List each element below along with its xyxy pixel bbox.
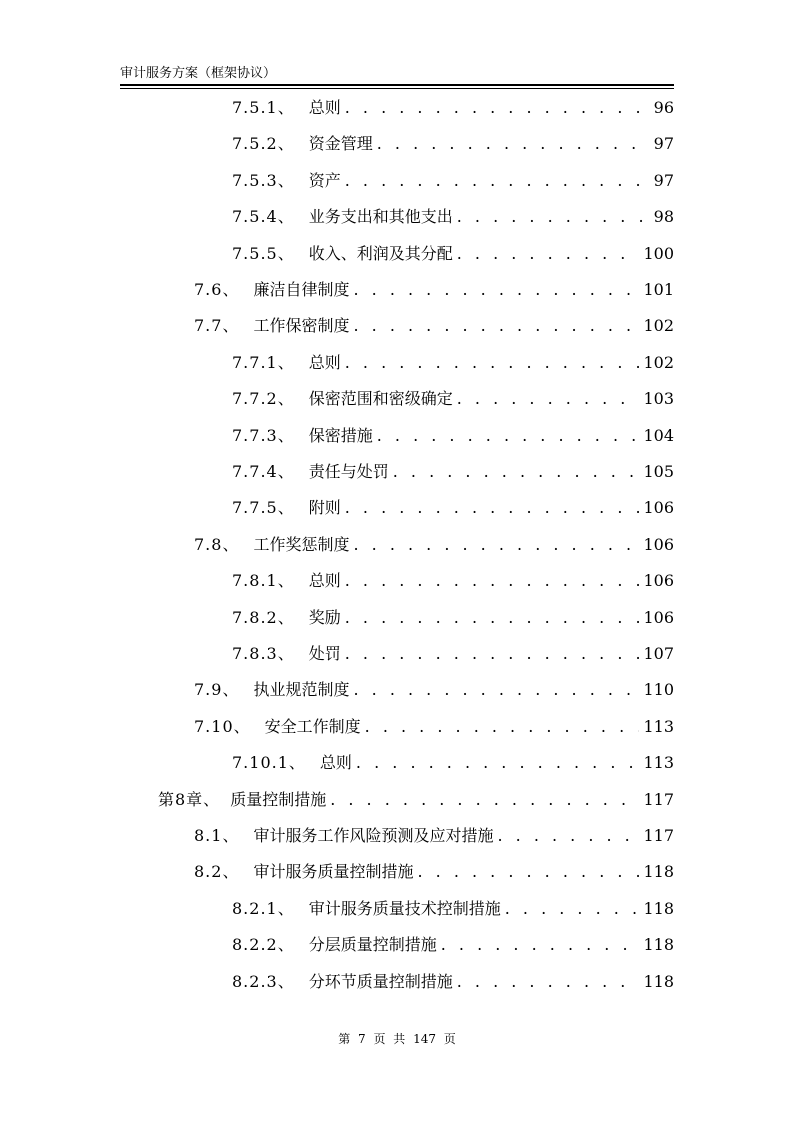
toc-entry-number: 7.8.1、	[232, 571, 295, 590]
toc-entry[interactable]	[232, 241, 674, 267]
toc-entry-title: 总则	[308, 98, 341, 117]
toc-entry-number: 7.7.5、	[232, 498, 295, 517]
toc-entry-number: 8.2.2、	[232, 935, 295, 954]
toc-entry-number: 7.9、	[194, 680, 240, 699]
toc-entry[interactable]	[232, 95, 674, 121]
toc-entry[interactable]	[232, 896, 674, 922]
toc-entry-number: 7.8、	[194, 535, 240, 554]
toc-entry-page: 104	[643, 426, 674, 445]
page-footer: 第 7 页 共 147 页	[338, 1032, 456, 1046]
toc-entry[interactable]	[232, 495, 674, 521]
toc-entry[interactable]	[232, 969, 674, 995]
toc-entry-number: 8.2、	[194, 862, 240, 881]
toc-entry-title: 安全工作制度	[264, 717, 361, 736]
toc-entry-page: 103	[643, 389, 674, 408]
toc-dot-leader	[377, 131, 644, 157]
toc-entry[interactable]	[158, 787, 674, 813]
toc-entry-page: 106	[643, 571, 674, 590]
header-rule	[120, 84, 674, 86]
toc-entry-page: 110	[643, 680, 674, 699]
toc-entry-title: 廉洁自律制度	[253, 280, 350, 299]
toc-entry-title: 资金管理	[308, 134, 373, 153]
toc-dot-leader	[353, 532, 639, 558]
toc-entry-number: 7.5.1、	[232, 98, 295, 117]
toc-entry-page: 113	[643, 717, 674, 736]
toc-entry-number: 7.5.2、	[232, 134, 295, 153]
toc-entry[interactable]	[232, 204, 674, 230]
toc-dot-leader	[345, 495, 640, 521]
toc-entry-title: 执业规范制度	[253, 680, 350, 699]
toc-entry-page: 117	[643, 790, 674, 809]
toc-entry-number: 7.6、	[194, 280, 240, 299]
toc-entry[interactable]	[194, 859, 674, 885]
toc-entry-page: 97	[653, 171, 674, 190]
toc-entry-title: 总则	[308, 353, 341, 372]
toc-entry-page: 118	[643, 899, 674, 918]
toc-entry-title: 总则	[319, 753, 352, 772]
toc-entry-page: 105	[643, 462, 674, 481]
toc-entry[interactable]	[232, 605, 674, 631]
toc-entry[interactable]	[194, 823, 674, 849]
toc-dot-leader	[345, 568, 640, 594]
header-rule-thin	[120, 88, 674, 89]
toc-entry-title: 工作保密制度	[253, 316, 350, 335]
toc-entry[interactable]	[232, 131, 674, 157]
toc-entry-number: 8.2.1、	[232, 899, 295, 918]
toc-dot-leader	[505, 896, 640, 922]
toc-entry-number: 7.7.3、	[232, 426, 295, 445]
toc-entry-title: 质量控制措施	[230, 790, 327, 809]
toc-dot-leader	[457, 204, 644, 230]
toc-dot-leader	[356, 750, 640, 776]
toc-entry-number: 7.5.5、	[232, 244, 295, 263]
toc-dot-leader	[457, 241, 640, 267]
toc-entry[interactable]	[232, 568, 674, 594]
toc-entry-number: 7.10、	[194, 717, 251, 736]
toc-entry-number: 第8章、	[158, 790, 221, 809]
toc-entry[interactable]	[194, 532, 674, 558]
toc-entry-title: 资产	[308, 171, 341, 190]
toc-dot-leader	[441, 932, 640, 958]
toc-dot-leader	[353, 677, 639, 703]
toc-entry-page: 96	[653, 98, 674, 117]
toc-entry-title: 总则	[308, 571, 341, 590]
toc-dot-leader	[345, 350, 640, 376]
toc-entry-number: 7.8.3、	[232, 644, 295, 663]
toc-entry-number: 7.7、	[194, 316, 240, 335]
toc-dot-leader	[330, 787, 639, 813]
toc-dot-leader	[457, 969, 640, 995]
toc-dot-leader	[417, 859, 639, 885]
toc-entry[interactable]	[232, 350, 674, 376]
toc-entry-number: 7.8.2、	[232, 608, 295, 627]
toc-entry[interactable]	[232, 459, 674, 485]
toc-entry-number: 7.7.4、	[232, 462, 295, 481]
toc-entry-number: 7.7.2、	[232, 389, 295, 408]
toc-entry[interactable]	[194, 677, 674, 703]
toc-entry[interactable]	[232, 386, 674, 412]
toc-entry[interactable]	[232, 932, 674, 958]
toc-entry-title: 审计服务质量控制措施	[253, 862, 414, 881]
toc-dot-leader	[393, 459, 640, 485]
toc-entry-page: 118	[643, 935, 674, 954]
toc-dot-leader	[353, 277, 639, 303]
toc-entry-page: 107	[643, 644, 674, 663]
toc-dot-leader	[345, 605, 640, 631]
toc-entry-title: 保密措施	[308, 426, 373, 445]
toc-dot-leader	[345, 95, 644, 121]
toc-entry-title: 审计服务工作风险预测及应对措施	[253, 826, 494, 845]
toc-entry[interactable]	[194, 714, 674, 740]
toc-dot-leader	[497, 823, 639, 849]
toc-entry-number: 7.5.3、	[232, 171, 295, 190]
toc-entry-page: 101	[643, 280, 674, 299]
toc-entry-page: 113	[643, 753, 674, 772]
toc-entry-page: 102	[643, 353, 674, 372]
toc-entry-title: 工作奖惩制度	[253, 535, 350, 554]
toc-entry-number: 8.1、	[194, 826, 240, 845]
toc-entry-page: 106	[643, 498, 674, 517]
toc-entry-title: 业务支出和其他支出	[308, 207, 453, 226]
toc-entry[interactable]	[232, 641, 674, 667]
toc-entry-title: 处罚	[308, 644, 341, 663]
toc-dot-leader	[457, 386, 640, 412]
toc-entry-number: 7.5.4、	[232, 207, 295, 226]
toc-entry-page: 117	[643, 826, 674, 845]
toc-entry-title: 保密范围和密级确定	[308, 389, 453, 408]
toc-entry-title: 收入、利润及其分配	[308, 244, 453, 263]
page-header	[120, 62, 674, 84]
toc-entry-page: 118	[643, 862, 674, 881]
toc-entry-page: 100	[643, 244, 674, 263]
toc-entry-page: 118	[643, 972, 674, 991]
toc-dot-leader	[345, 168, 644, 194]
toc-entry-page: 106	[643, 608, 674, 627]
toc-entry-page: 102	[643, 316, 674, 335]
toc-entry-title: 奖励	[308, 608, 341, 627]
toc-dot-leader	[377, 423, 640, 449]
toc-entry-number: 8.2.3、	[232, 972, 295, 991]
toc-entry[interactable]	[194, 277, 674, 303]
toc-entry[interactable]	[194, 313, 674, 339]
toc-entry-number: 7.7.1、	[232, 353, 295, 372]
toc-entry[interactable]	[232, 423, 674, 449]
toc-entry-title: 责任与处罚	[308, 462, 389, 481]
toc-dot-leader	[365, 714, 640, 740]
toc-dot-leader	[353, 313, 639, 339]
header-title: 审计服务方案（框架协议）	[120, 66, 277, 81]
toc-entry-title: 审计服务质量技术控制措施	[308, 899, 501, 918]
toc-entry-number: 7.10.1、	[232, 753, 306, 772]
toc-entry-title: 分环节质量控制措施	[308, 972, 453, 991]
toc-dot-leader	[345, 641, 640, 667]
toc-entry-page: 106	[643, 535, 674, 554]
toc-entry[interactable]	[232, 750, 674, 776]
toc-entry-title: 附则	[308, 498, 341, 517]
toc-entry-page: 97	[653, 134, 674, 153]
toc-entry[interactable]	[232, 168, 674, 194]
toc-entry-title: 分层质量控制措施	[308, 935, 437, 954]
toc-entry-page: 98	[653, 207, 674, 226]
